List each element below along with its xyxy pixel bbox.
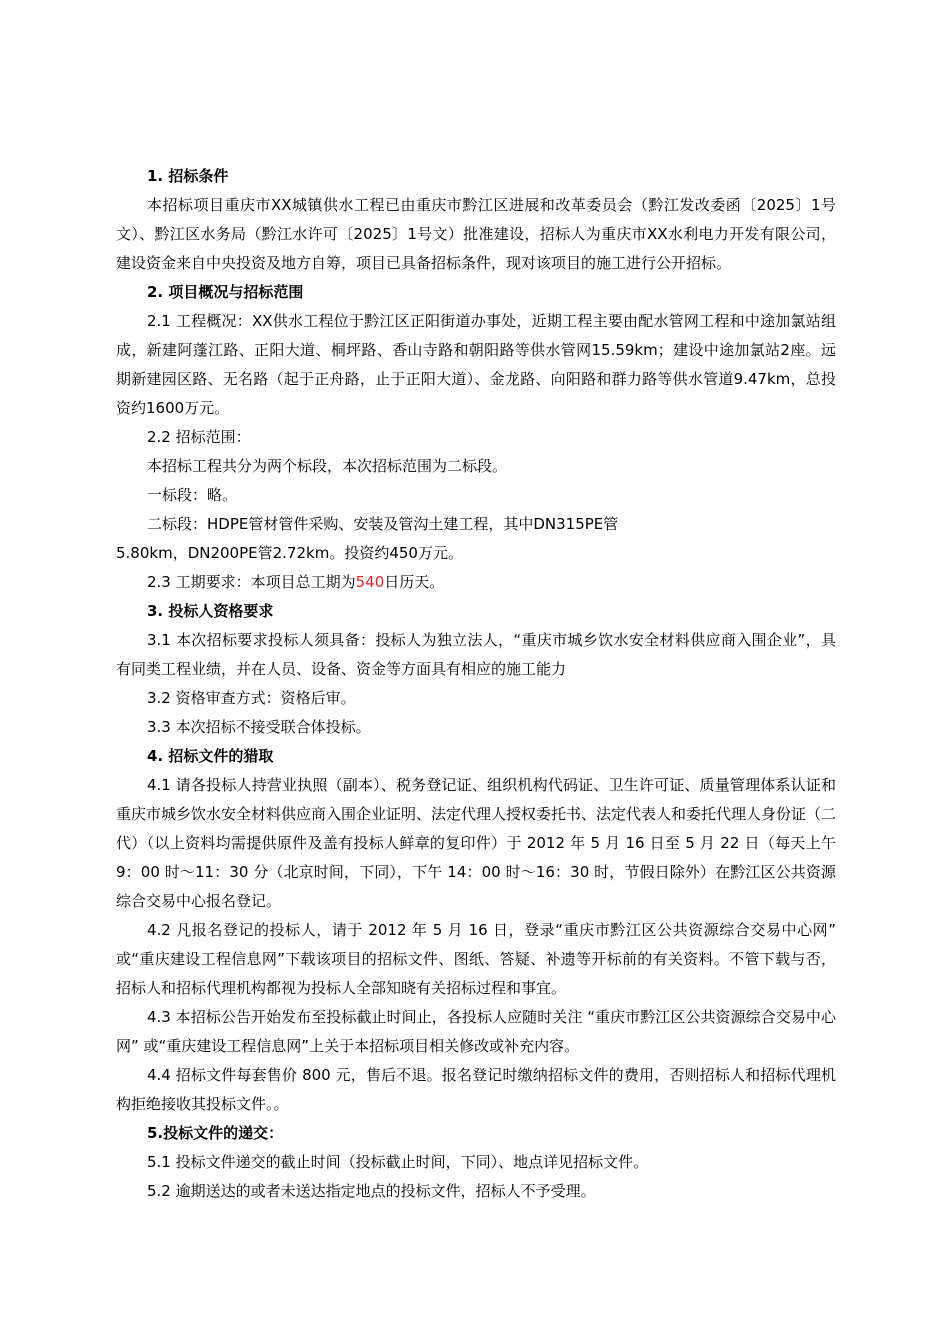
section-4-title: 4. 招标文件的猎取 xyxy=(147,747,274,765)
section-2-1-paragraph: 2.1 工程概况：XX供水工程位于黔江区正阳街道办事处，近期工程主要由配水管网工程和中途加氯站组成，新建阿蓬江路、正阳大道、桐坪路、香山寺路和朝阳路等供水管网15.59km；建设中途加氯站2座。远期新建园区路、无名路（起于正舟路，止于正阳大道）、金龙路、向阳路和群力路等供水管道9.47km，总投资约1600万元。 xyxy=(116,312,836,417)
section-3-title: 3. 投标人资格要求 xyxy=(147,602,274,620)
section-2-3-suffix: 日历天。 xyxy=(384,573,445,591)
section-2-2-scope: 本招标工程共分为两个标段，本次招标范围为二标段。 xyxy=(147,457,508,475)
section-2-2-lot1: 一标段：略。 xyxy=(147,486,238,504)
section-5-2-paragraph: 5.2 逾期送达的或者未送达指定地点的投标文件，招标人不予受理。 xyxy=(147,1182,596,1200)
section-2-2-label: 2.2 招标范围： xyxy=(147,428,251,446)
section-5-title: 5.投标文件的递交： xyxy=(147,1124,284,1142)
section-2-2-lot2-line2: 5.80km，DN200PE管2.72km。投资约450万元。 xyxy=(116,544,463,562)
document-page xyxy=(116,162,836,1206)
section-1-paragraph: 本招标项目重庆市XX城镇供水工程已由重庆市黔江区进展和改革委员会（黔江发改委函〔2025〕1号文）、黔江区水务局（黔江水许可〔2025〕1号文）批准建设，招标人为重庆市XX水利电力开发有限公司，建设资金来自中央投资及地方自筹，项目已具备招标条件，现对该项目的施工进行公开招标。 xyxy=(116,196,836,272)
duration-days-highlight: 540 xyxy=(355,573,385,591)
section-4-3-paragraph: 4.3 本招标公告开始发布至投标截止时间止，各投标人应随时关注 “重庆市黔江区公共资源综合交易中心网” 或“重庆建设工程信息网”上关于本招标项目相关修改或补充内容。 xyxy=(116,1008,836,1055)
section-4-4-paragraph: 4.4 招标文件每套售价 800 元，售后不退。报名登记时缴纳招标文件的费用，否则招标人和招标代理机构拒绝接收其投标文件。。 xyxy=(116,1066,836,1113)
section-4-1-paragraph: 4.1 请各投标人持营业执照（副本）、税务登记证、组织机构代码证、卫生许可证、质量管理体系认证和重庆市城乡饮水安全材料供应商入围企业证明、法定代理人授权委托书、法定代表人和委托代理人身份证（二代）（以上资料均需提供原件及盖有投标人鲜章的复印件）于 2012 年 5 月 16 日至 5 月 22 日（每天上午 9：00 时～11：30 分（北京时间，下同），下午 14：00 时～16：30 时，节假日除外）在黔江区公共资源综合交易中心报名登记。 xyxy=(116,776,837,910)
section-2-3-prefix: 2.3 工期要求：本项目总工期为 xyxy=(147,573,356,591)
section-1-title: 1. 招标条件 xyxy=(147,167,229,185)
section-3-1-paragraph: 3.1 本次招标要求投标人须具备：投标人为独立法人，“重庆市城乡饮水安全材料供应商入围企业”，具有同类工程业绩，并在人员、设备、资金等方面具有相应的施工能力 xyxy=(116,631,836,678)
section-3-3-paragraph: 3.3 本次招标不接受联合体投标。 xyxy=(147,718,371,736)
section-3-2-paragraph: 3.2 资格审查方式：资格后审。 xyxy=(147,689,356,707)
section-5-1-paragraph: 5.1 投标文件递交的截止时间（投标截止时间，下同）、地点详见招标文件。 xyxy=(147,1153,649,1171)
section-4-2-paragraph: 4.2 凡报名登记的投标人，请于 2012 年 5 月 16 日，登录“重庆市黔江区公共资源综合交易中心网” 或“重庆建设工程信息网”下载该项目的招标文件、图纸、答疑、补遗等开标前的有关资料。不管下载与否，招标人和招标代理机构都视为投标人全部知晓有关招标过程和事宜。 xyxy=(116,921,836,997)
section-2-2-lot2-line1: 二标段：HDPE管材管件采购、安装及管沟土建工程，其中DN315PE管 xyxy=(147,515,619,533)
section-2-title: 2. 项目概况与招标范围 xyxy=(147,283,304,301)
section-2-3-paragraph xyxy=(116,568,836,597)
